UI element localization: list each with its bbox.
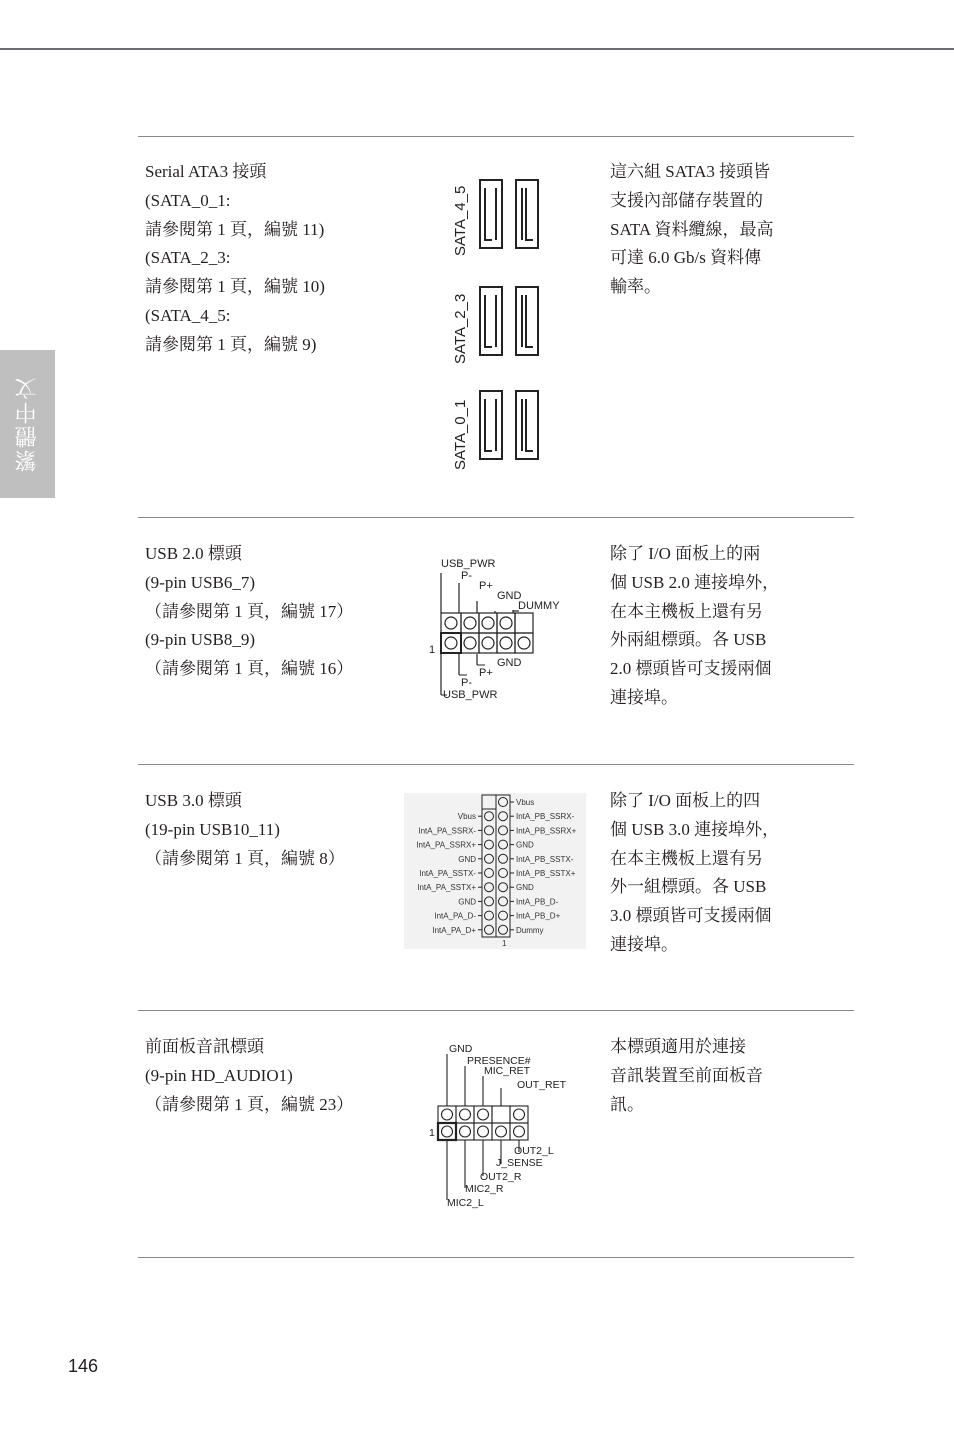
- pin-label: IntA_PA_SSRX+: [416, 840, 476, 850]
- p-plus-label: P+: [479, 667, 493, 679]
- text-line: 可達 6.0 Gb/s 資料傳: [610, 248, 762, 268]
- text-line: 請參閱第 1 頁，編號 10): [145, 277, 325, 297]
- dummy-label: DUMMY: [518, 600, 560, 612]
- pin-1-label: 1: [429, 644, 436, 656]
- usb3-notes: [610, 787, 810, 960]
- text-line: 除了 I/O 面板上的兩: [610, 544, 761, 563]
- usb-pwr-label: USB_PWR: [441, 558, 496, 570]
- j-sense-label: J_SENSE: [496, 1157, 543, 1169]
- text-line: USB 3.0 標頭: [145, 791, 242, 810]
- pin-1-label: 1: [429, 1127, 435, 1139]
- text-line: (9-pin USB6_7): [145, 572, 256, 592]
- text-line: 本標頭適用於連接: [610, 1037, 746, 1056]
- section-divider: [138, 1257, 854, 1258]
- text-line: 這六組 SATA3 接頭皆: [610, 162, 771, 181]
- text-line: SATA 資料纜線，最高: [610, 219, 774, 239]
- sata-0-1-label: SATA_0_1: [452, 399, 469, 470]
- sata-port-pair: [480, 391, 538, 459]
- pin-label: Dummy: [516, 925, 544, 935]
- text-line: 個 USB 3.0 連接埠外，: [610, 819, 780, 839]
- hd-audio-header-diagram: [428, 1040, 568, 1212]
- pin-label: GND: [458, 854, 476, 864]
- pin-label: IntA_PA_D+: [432, 925, 476, 935]
- p-minus-label: P-: [461, 570, 472, 582]
- usb-pwr-label: USB_PWR: [443, 689, 498, 701]
- text-line: 除了 I/O 面板上的四: [610, 791, 761, 810]
- text-line: 在本主機板上還有另: [610, 848, 763, 868]
- gnd-label: GND: [449, 1043, 473, 1055]
- section-divider: [138, 136, 854, 137]
- mic2-r-label: MIC2_R: [465, 1183, 504, 1195]
- text-line: (SATA_0_1:: [145, 190, 231, 210]
- text-line: (SATA_2_3:: [145, 248, 231, 268]
- text-line: 外兩組標頭。各 USB: [610, 630, 767, 650]
- pin-1-label: 1: [502, 939, 507, 948]
- section-divider: [138, 1010, 854, 1011]
- text-line: USB 2.0 標頭: [145, 544, 242, 563]
- out-ret-label: OUT_RET: [517, 1079, 567, 1091]
- text-line: （請參閱第 1 頁，編號 17）: [145, 601, 354, 621]
- text-line: 輸率。: [610, 277, 661, 297]
- hd-audio-description: [145, 1033, 385, 1119]
- sata-port-pair: [480, 180, 538, 248]
- text-line: 請參閱第 1 頁，編號 9): [145, 334, 317, 354]
- text-line: (SATA_4_5:: [145, 305, 231, 325]
- language-side-tab: [0, 350, 55, 498]
- presence-label: PRESENCE#: [467, 1055, 531, 1067]
- text-line: 個 USB 2.0 連接埠外，: [610, 572, 780, 592]
- text-line: 連接埠。: [610, 934, 678, 954]
- pin-label: Vbus: [516, 798, 535, 807]
- text-line: 音訊裝置至前面板音: [610, 1065, 763, 1085]
- text-line: 2.0 標頭皆可支援兩個: [610, 659, 772, 679]
- mic2-l-label: MIC2_L: [447, 1197, 484, 1209]
- usb2-notes: [610, 540, 810, 713]
- text-line: (9-pin USB8_9): [145, 630, 256, 650]
- page-number: 146: [68, 1356, 99, 1376]
- section-divider: [138, 517, 854, 518]
- text-line: 訊。: [610, 1094, 644, 1114]
- text-line: （請參閱第 1 頁，編號 8）: [145, 848, 345, 868]
- pin-label: IntA_PB_D+: [516, 911, 561, 921]
- text-line: （請參閱第 1 頁，編號 16）: [145, 659, 354, 679]
- usb3-description: [145, 787, 385, 873]
- text-line: 在本主機板上還有另: [610, 601, 763, 621]
- sata-description: [145, 158, 385, 360]
- p-plus-label: P+: [479, 580, 493, 592]
- text-line: 前面板音訊標頭: [145, 1037, 264, 1056]
- out2-l-label: OUT2_L: [514, 1145, 554, 1157]
- usb3-header-diagram: [404, 793, 586, 949]
- pin-label: IntA_PA_SSTX+: [417, 883, 476, 893]
- text-line: （請參閱第 1 頁，編號 23）: [145, 1094, 354, 1114]
- pin-label: IntA_PA_SSTX-: [419, 869, 476, 878]
- text-line: 連接埠。: [610, 687, 678, 707]
- pin-label: IntA_PB_SSTX+: [516, 869, 576, 878]
- text-line: 外一組標頭。各 USB: [610, 877, 767, 897]
- text-line: 3.0 標頭皆可支援兩個: [610, 906, 772, 926]
- text-line: Serial ATA3 接頭: [145, 162, 267, 181]
- sata-notes: [610, 158, 810, 302]
- pin-label: IntA_PB_SSRX-: [516, 812, 575, 822]
- pin-label: GND: [516, 840, 534, 850]
- sata-connector-diagram: [440, 170, 560, 475]
- pin-label: GND: [516, 883, 534, 893]
- pin-label: GND: [458, 897, 476, 907]
- out2-r-label: OUT2_R: [480, 1171, 522, 1183]
- pin-label: IntA_PA_SSRX-: [418, 826, 476, 836]
- sata-port-pair: [480, 287, 538, 355]
- text-line: (9-pin HD_AUDIO1): [145, 1065, 293, 1085]
- usb2-header-diagram: [425, 555, 570, 705]
- gnd-label: GND: [497, 590, 522, 602]
- pin-label: IntA_PB_D-: [516, 897, 559, 907]
- usb2-description: [145, 540, 385, 684]
- text-line: 請參閱第 1 頁，編號 11): [145, 219, 325, 239]
- pin-label: IntA_PB_SSRX+: [516, 826, 577, 836]
- p-minus-label: P-: [461, 677, 472, 689]
- mic-ret-label: MIC_RET: [484, 1065, 531, 1077]
- language-side-tab-label: 繁體中文: [15, 376, 40, 472]
- text-line: (19-pin USB10_11): [145, 819, 280, 839]
- pin-label: IntA_PA_D-: [434, 911, 476, 921]
- top-rule: [0, 48, 954, 50]
- sata-2-3-label: SATA_2_3: [452, 293, 469, 364]
- gnd-label: GND: [497, 657, 522, 669]
- hd-audio-notes: [610, 1033, 810, 1119]
- sata-4-5-label: SATA_4_5: [452, 185, 469, 256]
- section-divider: [138, 764, 854, 765]
- pin-label: IntA_PB_SSTX-: [516, 854, 574, 864]
- pin-label: Vbus: [457, 812, 476, 822]
- text-line: 支援內部儲存裝置的: [610, 190, 763, 210]
